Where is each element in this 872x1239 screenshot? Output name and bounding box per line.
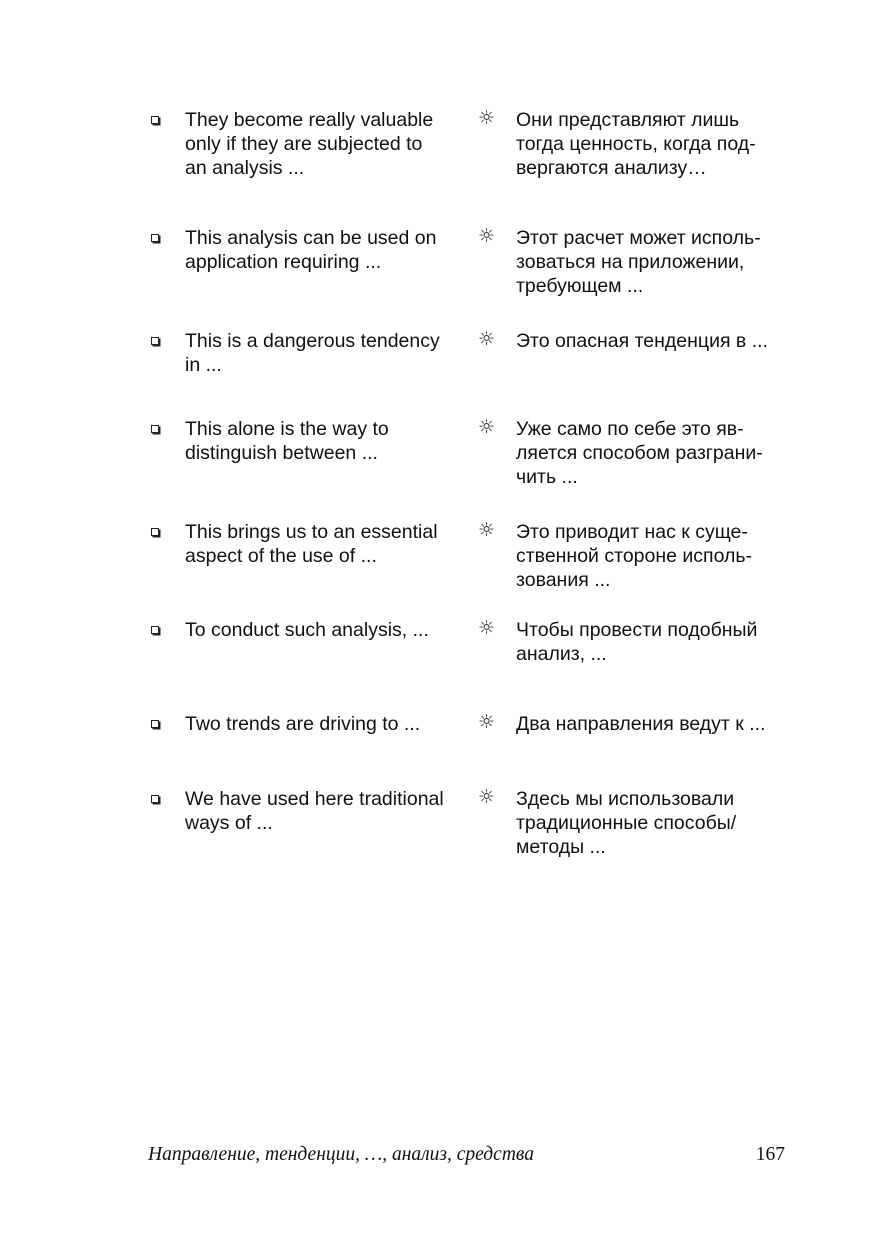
russian-translation: Чтобы провести подобный анализ, ... <box>516 619 758 665</box>
english-phrase: This alone is the way to distinguish between ... <box>185 418 389 464</box>
sun-icon: ☼ <box>478 225 496 247</box>
english-phrase: This brings us to an essential aspect of the use of ... <box>185 521 438 567</box>
sun-icon: ☼ <box>478 711 496 733</box>
checkbox-square-icon <box>151 116 159 124</box>
russian-translation: Здесь мы использовали традиционные способы/ методы ... <box>516 788 737 858</box>
english-phrase: Two trends are driving to ... <box>185 713 421 735</box>
english-phrase: They become really valuable only if they are subjected to an analysis ... <box>185 109 434 179</box>
sun-icon: ☼ <box>478 416 496 438</box>
running-title: Направление, тенденции, …, анализ, средства <box>148 1144 534 1165</box>
checkbox-square-icon <box>151 425 159 433</box>
russian-translation: Это опасная тенденция в ... <box>516 330 768 352</box>
checkbox-square-icon <box>151 234 159 242</box>
russian-translation: Этот расчет может исполь- зоваться на приложении, требующем ... <box>516 227 761 297</box>
english-phrase: We have used here traditional ways of ... <box>185 788 444 834</box>
page-number: 167 <box>755 1144 785 1165</box>
russian-translation: Это приводит нас к суще- ственной стороне исполь- зования ... <box>516 521 753 591</box>
sun-icon: ☼ <box>478 519 496 541</box>
checkbox-square-icon <box>151 795 159 803</box>
sun-icon: ☼ <box>478 328 496 350</box>
english-phrase: This analysis can be used on application requiring ... <box>185 227 437 273</box>
checkbox-square-icon <box>151 337 159 345</box>
sun-icon: ☼ <box>478 107 496 129</box>
sun-icon: ☼ <box>478 786 496 808</box>
russian-translation: Уже само по себе это яв- ляется способом разграни- чить ... <box>516 418 763 488</box>
english-phrase: This is a dangerous tendency in ... <box>185 330 440 376</box>
russian-translation: Они представляют лишь тогда ценность, когда под- вергаются анализу… <box>516 109 756 179</box>
checkbox-square-icon <box>151 528 159 536</box>
checkbox-square-icon <box>151 720 159 728</box>
checkbox-square-icon <box>151 626 159 634</box>
english-phrase: To conduct such analysis, ... <box>185 619 429 641</box>
russian-translation: Два направления ведут к ... <box>516 713 766 735</box>
sun-icon: ☼ <box>478 617 496 639</box>
